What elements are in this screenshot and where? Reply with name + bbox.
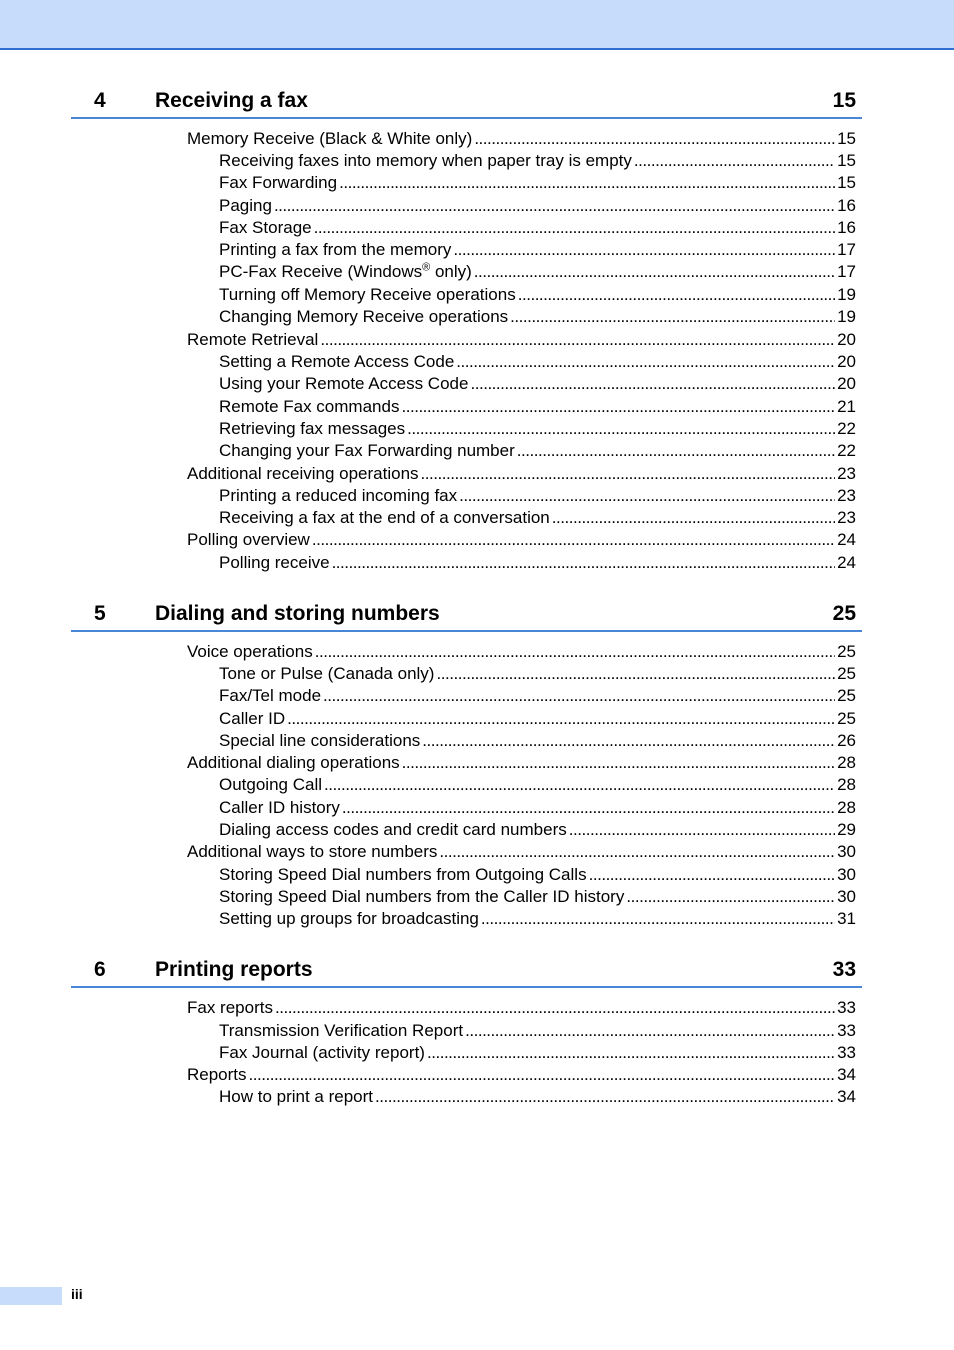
dot-leader	[401, 396, 835, 418]
toc-entry[interactable]	[219, 864, 856, 886]
toc-entry[interactable]	[219, 485, 856, 507]
toc-entry[interactable]	[219, 1042, 856, 1064]
dot-leader	[275, 997, 835, 1019]
entry-page: 30	[837, 865, 856, 884]
toc-entry[interactable]	[187, 841, 856, 863]
entry-page: 22	[837, 441, 856, 460]
entry-page: 23	[837, 464, 856, 483]
toc-entry[interactable]	[187, 997, 856, 1019]
entry-page: 25	[837, 686, 856, 705]
toc-entry[interactable]	[187, 128, 856, 150]
dot-leader	[314, 217, 835, 239]
dot-leader	[312, 529, 835, 551]
entry-title: Reports	[187, 1065, 247, 1084]
entry-page: 23	[837, 508, 856, 527]
registered-mark: ®	[422, 261, 431, 274]
entry-title: Fax Storage	[219, 218, 312, 237]
entry-page: 16	[837, 218, 856, 237]
entry-title: Voice operations	[187, 642, 313, 661]
entry-page: 34	[837, 1087, 856, 1106]
entry-title: Outgoing Call	[219, 775, 323, 794]
entry-title: Using your Remote Access Code	[219, 374, 469, 393]
entry-title: Remote Retrieval	[187, 330, 319, 349]
toc-entry[interactable]	[219, 284, 856, 306]
chapter-page[interactable]: 15	[832, 89, 856, 112]
toc-entry[interactable]	[219, 239, 856, 261]
entry-title: Fax/Tel mode	[219, 686, 322, 705]
entry-title: Dialing access codes and credit card numbers	[219, 820, 567, 839]
toc-entry[interactable]	[187, 329, 856, 351]
dot-leader	[375, 1086, 835, 1108]
entry-page: 25	[837, 709, 856, 728]
toc-entry[interactable]	[219, 774, 856, 796]
entry-page: 19	[837, 285, 856, 304]
dot-leader	[287, 708, 835, 730]
toc-entry[interactable]	[187, 641, 856, 663]
chapter-number: 4	[94, 89, 106, 112]
entry-page: 15	[837, 151, 856, 170]
dot-leader	[421, 463, 836, 485]
toc-entry[interactable]	[219, 172, 856, 194]
entry-title: Fax reports	[187, 998, 273, 1017]
header-band	[0, 0, 954, 50]
toc-entry[interactable]	[219, 373, 856, 395]
entry-page: 17	[837, 262, 856, 281]
entry-page: 22	[837, 419, 856, 438]
dot-leader	[456, 351, 835, 373]
dot-leader	[436, 663, 835, 685]
entry-title-part: only)	[430, 262, 472, 281]
entry-title: How to print a report	[219, 1087, 374, 1106]
entry-page: 25	[837, 642, 856, 661]
entry-title: Additional receiving operations	[187, 464, 419, 483]
dot-leader	[339, 172, 835, 194]
dot-leader	[465, 1020, 835, 1042]
entry-title: Receiving a fax at the end of a conversation	[219, 508, 550, 527]
dot-leader	[481, 908, 835, 930]
entry-page: 23	[837, 486, 856, 505]
chapter-heading	[71, 956, 862, 988]
entry-page: 34	[837, 1065, 856, 1084]
chapter-number: 5	[94, 602, 106, 625]
dot-leader	[315, 641, 835, 663]
entry-title: Remote Fax commands	[219, 397, 400, 416]
toc-entry[interactable]	[219, 552, 856, 574]
dot-leader	[626, 886, 835, 908]
entry-page: 29	[837, 820, 856, 839]
toc-entry[interactable]	[219, 708, 856, 730]
entry-page: 31	[837, 909, 856, 928]
toc-entry[interactable]	[219, 730, 856, 752]
page-number: iii	[71, 1286, 83, 1302]
entry-title: Fax Forwarding	[219, 173, 338, 192]
entry-page: 21	[837, 397, 856, 416]
entry-page: 28	[837, 775, 856, 794]
dot-leader	[320, 329, 835, 351]
entry-page: 33	[837, 1021, 856, 1040]
toc-entry[interactable]	[187, 752, 856, 774]
entry-title: Fax Journal (activity report)	[219, 1043, 425, 1062]
entry-title: Tone or Pulse (Canada only)	[219, 664, 435, 683]
toc-entry[interactable]	[219, 306, 856, 328]
dot-leader	[517, 440, 835, 462]
toc-entry[interactable]	[219, 797, 856, 819]
toc-entry[interactable]	[219, 1086, 856, 1108]
entry-title: Receiving faxes into memory when paper tray is empty	[219, 151, 632, 170]
entry-page: 20	[837, 330, 856, 349]
entry-page: 15	[837, 129, 856, 148]
entry-title: Setting up groups for broadcasting	[219, 909, 479, 928]
dot-leader	[459, 485, 835, 507]
dot-leader	[510, 306, 835, 328]
entry-page: 20	[837, 374, 856, 393]
toc-entry[interactable]	[219, 351, 856, 373]
dot-leader	[402, 752, 835, 774]
entry-page: 30	[837, 842, 856, 861]
chapter-title[interactable]: Dialing and storing numbers	[155, 602, 440, 625]
entry-title: Printing a fax from the memory	[219, 240, 452, 259]
entry-page: 24	[837, 553, 856, 572]
toc-entry[interactable]	[219, 819, 856, 841]
dot-leader	[518, 284, 835, 306]
dot-leader	[274, 195, 835, 217]
entry-title: Retrieving fax messages	[219, 419, 406, 438]
entry-title: Special line considerations	[219, 731, 421, 750]
entry-title: Storing Speed Dial numbers from the Caller ID history	[219, 887, 625, 906]
toc-entry[interactable]	[219, 195, 856, 217]
chapter-heading	[71, 600, 862, 632]
chapter-number: 6	[94, 958, 106, 981]
entry-page: 17	[837, 240, 856, 259]
entry-page: 33	[837, 1043, 856, 1062]
toc-entry[interactable]	[219, 908, 856, 930]
entry-title: Caller ID	[219, 709, 286, 728]
entry-page: 28	[837, 753, 856, 772]
dot-leader	[422, 730, 835, 752]
entry-title: Caller ID history	[219, 798, 340, 817]
chapter-page[interactable]: 33	[832, 958, 856, 981]
dot-leader	[453, 239, 835, 261]
entry-title: Turning off Memory Receive operations	[219, 285, 516, 304]
dot-leader	[324, 774, 835, 796]
toc-entry[interactable]	[219, 440, 856, 462]
dot-leader	[323, 685, 835, 707]
dot-leader	[427, 1042, 835, 1064]
toc-entry[interactable]	[219, 685, 856, 707]
toc-entry[interactable]	[219, 418, 856, 440]
entry-page: 16	[837, 196, 856, 215]
chapter-page[interactable]: 25	[832, 602, 856, 625]
dot-leader	[474, 128, 835, 150]
entry-page: 24	[837, 530, 856, 549]
dot-leader	[249, 1064, 836, 1086]
dot-leader	[342, 797, 835, 819]
dot-leader	[407, 418, 835, 440]
toc-entry[interactable]	[219, 396, 856, 418]
footer-tab	[0, 1287, 62, 1305]
entry-title: Memory Receive (Black & White only)	[187, 129, 473, 148]
entry-title: Transmission Verification Report	[219, 1021, 464, 1040]
entry-page: 30	[837, 887, 856, 906]
entry-title: Polling receive	[219, 553, 330, 572]
toc-entry[interactable]	[219, 150, 856, 172]
entry-title: Changing Memory Receive operations	[219, 307, 509, 326]
dot-leader	[552, 507, 835, 529]
entry-title: Printing a reduced incoming fax	[219, 486, 458, 505]
dot-leader	[474, 261, 835, 283]
entry-title: Additional dialing operations	[187, 753, 400, 772]
entry-title-part: PC-Fax Receive (Windows	[219, 262, 423, 281]
entry-title: Polling overview	[187, 530, 310, 549]
entry-page: 26	[837, 731, 856, 750]
entry-title-windows	[219, 261, 472, 283]
dot-leader	[589, 864, 836, 886]
entry-page: 25	[837, 664, 856, 683]
entry-page: 19	[837, 307, 856, 326]
entry-page: 15	[837, 173, 856, 192]
toc-entry[interactable]	[219, 1020, 856, 1042]
entry-title: Paging	[219, 196, 272, 215]
dot-leader	[634, 150, 835, 172]
entry-page: 20	[837, 352, 856, 371]
chapter-title[interactable]: Receiving a fax	[155, 89, 308, 112]
dot-leader	[439, 841, 835, 863]
toc-entry[interactable]	[187, 1064, 856, 1086]
toc-entry[interactable]	[219, 507, 856, 529]
chapter-title[interactable]: Printing reports	[155, 958, 313, 981]
toc-entry[interactable]	[187, 463, 856, 485]
toc-entry[interactable]	[219, 663, 856, 685]
chapter-heading	[71, 87, 862, 119]
dot-leader	[569, 819, 835, 841]
toc-entry[interactable]	[219, 261, 856, 283]
entry-page: 28	[837, 798, 856, 817]
toc-entry[interactable]	[187, 529, 856, 551]
toc-entry[interactable]	[219, 886, 856, 908]
toc-entry[interactable]	[219, 217, 856, 239]
entry-title: Storing Speed Dial numbers from Outgoing Calls	[219, 865, 587, 884]
entry-page: 33	[837, 998, 856, 1017]
dot-leader	[332, 552, 836, 574]
dot-leader	[470, 373, 835, 395]
entry-title: Changing your Fax Forwarding number	[219, 441, 515, 460]
entry-title: Setting a Remote Access Code	[219, 352, 455, 371]
entry-title: Additional ways to store numbers	[187, 842, 438, 861]
